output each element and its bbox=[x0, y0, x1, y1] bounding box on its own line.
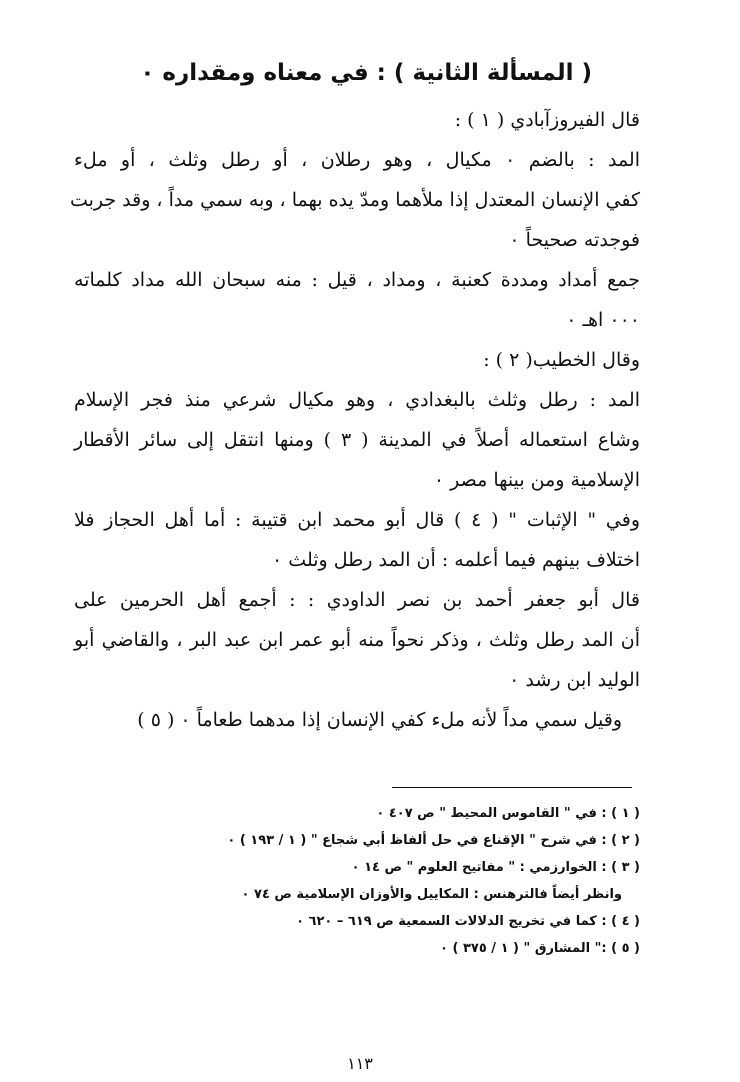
page-number: ١١٣ bbox=[347, 1054, 373, 1073]
body-line: الإسلامية ومن بينها مصر ٠ bbox=[433, 469, 640, 491]
footnote: ( ١ ) : في " القاموس المحيط " ص ٤٠٧ ٠ bbox=[376, 806, 640, 821]
footnote: ( ٣ ) : الخوارزمي : " مفاتيح العلوم " ص ١٤ ٠ bbox=[351, 860, 640, 875]
body-line: المد : رطل وثلث بالبغدادي ، وهو مكيال شرعي منذ فجر الإسلام bbox=[74, 389, 640, 411]
body-line: وفي " الإثبات " ( ٤ ) قال أبو محمد ابن قتيبة : أما أهل الحجاز فلا bbox=[74, 509, 640, 531]
section-heading: ( المسألة الثانية ) : في معناه ومقداره ٠ bbox=[140, 60, 592, 86]
footnotes bbox=[200, 800, 640, 962]
body-line: أن المد رطل وثلث ، وذكر نحواً منه أبو عمر ابن عبد البر ، والقاضي أبو bbox=[74, 629, 640, 651]
body-text bbox=[69, 100, 640, 740]
footnote: ( ٢ ) : في شرح " الإقناع في حل ألفاظ أبي شجاع " ( ١ / ١٩٣ ) ٠ bbox=[227, 833, 640, 848]
footnote-separator bbox=[392, 787, 632, 788]
footnote: ( ٥ ) :" المشارق " ( ١ / ٣٧٥ ) ٠ bbox=[440, 941, 640, 956]
body-line: جمع أمداد ومددة كعنبة ، ومداد ، قيل : منه سبحان الله مداد كلماته bbox=[74, 269, 640, 291]
body-line: فوجدته صحيحاً ٠ bbox=[509, 229, 640, 251]
body-line: المد : بالضم ٠ مكيال ، وهو رطلان ، أو رطل وثلث ، أو ملء bbox=[74, 149, 640, 171]
body-line: قال الفيروزآبادي ( ١ ) : bbox=[454, 109, 640, 131]
footnote: ( ٤ ) : كما في تخريج الدلالات السمعية ص ٦١٩ – ٦٢٠ ٠ bbox=[296, 914, 640, 929]
body-line: وشاع استعماله أصلاً في المدينة ( ٣ ) ومنها انتقل إلى سائر الأقطار bbox=[74, 429, 640, 451]
body-line: الوليد ابن رشد ٠ bbox=[509, 669, 640, 691]
body-line: اختلاف بينهم فيما أعلمه : أن المد رطل وثلث ٠ bbox=[272, 549, 640, 571]
body-line: قال أبو جعفر أحمد بن نصر الداودي : : أجمع أهل الحرمين على bbox=[74, 589, 640, 611]
footnote: وانظر أيضاً فالترهنس : المكاييل والأوزان الإسلامية ص ٧٤ ٠ bbox=[241, 887, 622, 902]
body-line: كفي الإنسان المعتدل إذا ملأهما ومدّ يده بهما ، وبه سمي مداً ، وقد جربت bbox=[69, 189, 640, 211]
body-line: وقال الخطيب( ٢ ) : bbox=[483, 349, 640, 371]
body-line: وقيل سمي مداً لأنه ملء كفي الإنسان إذا مدهما طعاماً ٠ ( ٥ ) bbox=[137, 709, 622, 731]
body-line: ٠٠٠ اهـ ٠ bbox=[566, 309, 640, 331]
